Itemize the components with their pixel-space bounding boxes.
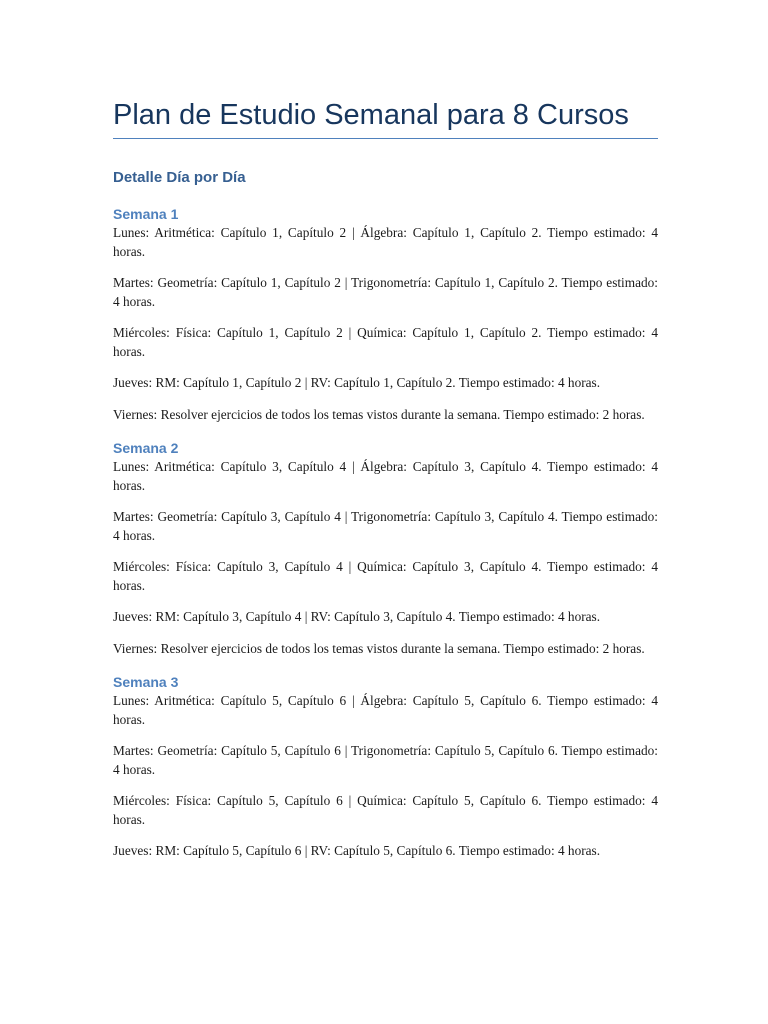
day-entry: Martes: Geometría: Capítulo 1, Capítulo 2 | Trigonometría: Capítulo 1, Capítulo 2. Tiempo estimado: 4 horas.	[113, 275, 658, 309]
week-section	[113, 438, 658, 658]
week-section	[113, 204, 658, 424]
day-entry: Viernes: Resolver ejercicios de todos los temas vistos durante la semana. Tiempo estimado: 2 horas.	[113, 406, 645, 422]
day-entry: Miércoles: Física: Capítulo 1, Capítulo 2 | Química: Capítulo 1, Capítulo 2. Tiempo estimado: 4 horas.	[113, 325, 658, 359]
day-entry: Martes: Geometría: Capítulo 3, Capítulo 4 | Trigonometría: Capítulo 3, Capítulo 4. Tiempo estimado: 4 horas.	[113, 509, 658, 543]
day-entry: Jueves: RM: Capítulo 3, Capítulo 4 | RV: Capítulo 3, Capítulo 4. Tiempo estimado: 4 horas.	[113, 609, 601, 624]
document-page	[113, 96, 658, 861]
day-entry: Lunes: Aritmética: Capítulo 3, Capítulo 4 | Álgebra: Capítulo 3, Capítulo 4. Tiempo estimado: 4 horas.	[113, 459, 658, 493]
day-entry: Miércoles: Física: Capítulo 3, Capítulo 4 | Química: Capítulo 3, Capítulo 4. Tiempo estimado: 4 horas.	[113, 559, 658, 593]
week-heading: Semana 1	[113, 206, 179, 222]
document-title: Plan de Estudio Semanal para 8 Cursos	[113, 96, 658, 139]
day-entry: Lunes: Aritmética: Capítulo 1, Capítulo 2 | Álgebra: Capítulo 1, Capítulo 2. Tiempo estimado: 4 horas.	[113, 225, 658, 259]
section-heading: Detalle Día por Día	[113, 169, 246, 186]
week-section	[113, 672, 658, 861]
day-entry: Viernes: Resolver ejercicios de todos los temas vistos durante la semana. Tiempo estimado: 2 horas.	[113, 640, 645, 656]
day-entry: Jueves: RM: Capítulo 1, Capítulo 2 | RV: Capítulo 1, Capítulo 2. Tiempo estimado: 4 horas.	[113, 375, 601, 390]
week-heading: Semana 3	[113, 674, 179, 690]
day-entry: Martes: Geometría: Capítulo 5, Capítulo 6 | Trigonometría: Capítulo 5, Capítulo 6. Tiempo estimado: 4 horas.	[113, 743, 658, 777]
day-entry: Jueves: RM: Capítulo 5, Capítulo 6 | RV: Capítulo 5, Capítulo 6. Tiempo estimado: 4 horas.	[113, 843, 601, 858]
week-heading: Semana 2	[113, 440, 179, 456]
day-entry: Miércoles: Física: Capítulo 5, Capítulo 6 | Química: Capítulo 5, Capítulo 6. Tiempo estimado: 4 horas.	[113, 793, 658, 827]
day-entry: Lunes: Aritmética: Capítulo 5, Capítulo 6 | Álgebra: Capítulo 5, Capítulo 6. Tiempo estimado: 4 horas.	[113, 693, 658, 727]
